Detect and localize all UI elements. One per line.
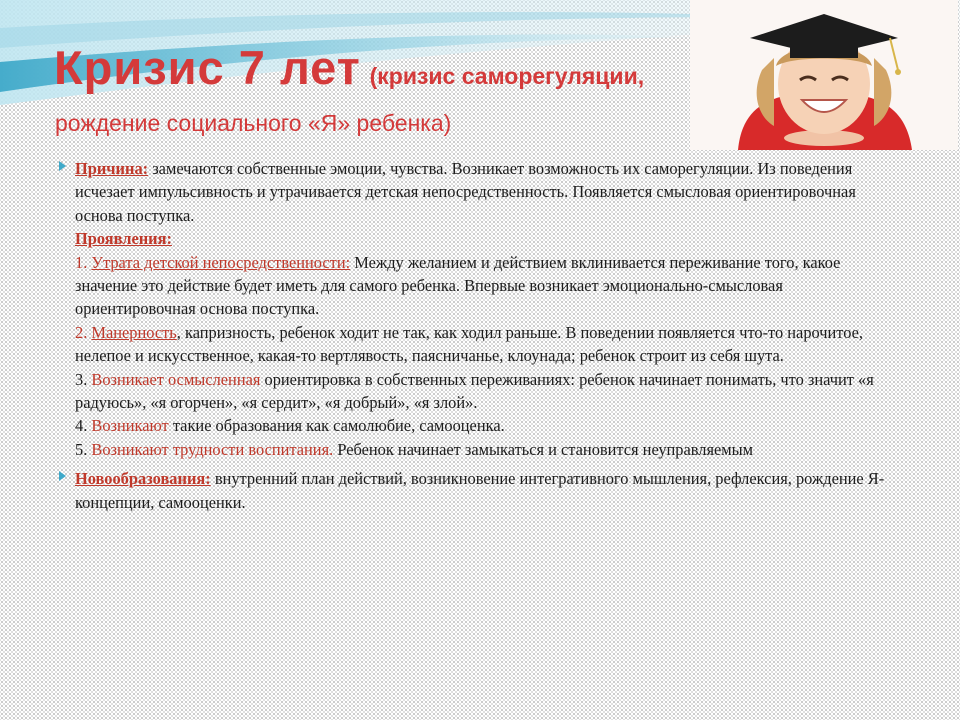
title-subtitle-line2: рождение социального «Я» ребенка) — [55, 110, 452, 136]
manifestation-highlight-5: Возникают трудности воспитания. — [91, 439, 334, 459]
manifestation-highlight-1: Утрата детской непосредственности: — [91, 252, 351, 272]
manifestation-num-2: 2. — [75, 322, 92, 342]
bullet-arrow-icon — [59, 161, 66, 171]
manifestation-num-1: 1. — [75, 252, 92, 272]
manifestation-num-3: 3. — [75, 369, 92, 389]
manifestations-label: Проявления: — [75, 229, 172, 249]
bullet-arrow-icon — [59, 471, 66, 481]
cause-bullet — [56, 157, 906, 461]
manifestation-text-4: такие образования как самолюбие, самооценка. — [168, 416, 505, 436]
neoformations-text: внутренний план действий, возникновение интегративного мышления, рефлексия, рождение Я-концепции, самооценки. — [75, 469, 885, 512]
manifestation-highlight-2: Манерность — [91, 322, 177, 342]
neoformations-label: Новообразования: — [75, 469, 211, 489]
slide-content — [56, 157, 906, 514]
page-title — [54, 41, 734, 94]
title-subtitle: (кризис саморегуляции, — [369, 63, 645, 89]
cause-text: замечаются собственные эмоции, чувства. Возникает возможность их саморегуляции. Из поведения исчезает импульсивность и утрачивается детская непосредственность. Появляется смысловая ориентировочная основа поступка. — [75, 159, 856, 225]
manifestation-text-3: ориентировка в собственных переживаниях: ребенок начинает понимать, что значит «я радуюсь», «я огорчен», «я сердит», «я добрый», «я злой». — [75, 369, 874, 413]
manifestation-highlight-3: Возникает осмысленная — [91, 369, 261, 389]
neoformations-bullet — [56, 467, 906, 514]
manifestation-text-2: , капризность, ребенок ходит не так, как ходил раньше. В поведении появляется что-то нарочитое, нелепое и искусственное, какая-то вертлявость, паясничанье, клоунада; ребенок строит из себя шута. — [75, 322, 864, 366]
title-main: Кризис 7 лет — [54, 41, 361, 94]
cause-label: Причина: — [75, 159, 149, 178]
manifestation-text-5: Ребенок начинает замыкаться и становится неуправляемым — [333, 439, 754, 459]
manifestation-highlight-4: Возникают — [91, 416, 169, 436]
manifestation-num-5: 5. — [75, 439, 92, 459]
manifestation-text-1: Между желанием и действием вклинивается переживание того, какое значение это действие будет иметь для самого ребенка. Впервые возникает эмоционально-смысловая ориентировочная основа поступка. — [75, 252, 841, 319]
manifestation-num-4: 4. — [75, 416, 92, 436]
